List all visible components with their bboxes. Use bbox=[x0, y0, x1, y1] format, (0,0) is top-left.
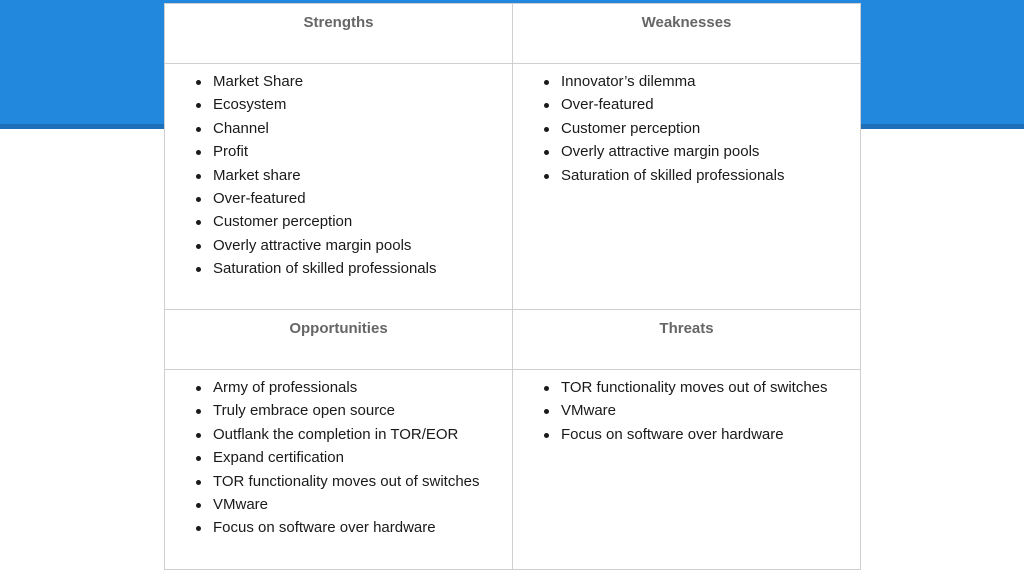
threats-cell bbox=[513, 370, 861, 570]
list-item: TOR functionality moves out of switches bbox=[193, 470, 512, 493]
list-item: Channel bbox=[193, 117, 512, 140]
table-row-top-lists bbox=[165, 64, 861, 310]
list-item: Ecosystem bbox=[193, 93, 512, 116]
opportunities-header-cell bbox=[165, 310, 513, 370]
list-item: Expand certification bbox=[193, 446, 512, 469]
list-item: Focus on software over hardware bbox=[541, 423, 860, 446]
strengths-title: Strengths bbox=[303, 14, 374, 31]
list-item: Profit bbox=[193, 140, 512, 163]
list-item: Overly attractive margin pools bbox=[193, 234, 512, 257]
opportunities-title: Opportunities bbox=[289, 320, 388, 337]
list-item: Market Share bbox=[193, 70, 512, 93]
list-item: Saturation of skilled professionals bbox=[193, 257, 512, 280]
weaknesses-header-cell bbox=[513, 4, 861, 64]
strengths-cell bbox=[165, 64, 513, 310]
table-row-bottom-headers bbox=[165, 310, 861, 370]
table-row-bottom-lists bbox=[165, 370, 861, 570]
weaknesses-list bbox=[513, 64, 860, 187]
list-item: Customer perception bbox=[193, 210, 512, 233]
weaknesses-cell bbox=[513, 64, 861, 310]
list-item: Focus on software over hardware bbox=[193, 516, 512, 539]
list-item: Customer perception bbox=[541, 117, 860, 140]
strengths-header-cell bbox=[165, 4, 513, 64]
list-item: Market share bbox=[193, 164, 512, 187]
strengths-list bbox=[165, 64, 512, 281]
swot-table bbox=[164, 3, 861, 570]
list-item: Saturation of skilled professionals bbox=[541, 164, 860, 187]
list-item: VMware bbox=[193, 493, 512, 516]
weaknesses-title: Weaknesses bbox=[641, 14, 732, 31]
threats-list bbox=[513, 370, 860, 446]
list-item: Army of professionals bbox=[193, 376, 512, 399]
list-item: VMware bbox=[541, 399, 860, 422]
list-item: Overly attractive margin pools bbox=[541, 140, 860, 163]
opportunities-list bbox=[165, 370, 512, 540]
list-item: TOR functionality moves out of switches bbox=[541, 376, 860, 399]
list-item: Over-featured bbox=[541, 93, 860, 116]
list-item: Over-featured bbox=[193, 187, 512, 210]
list-item: Innovator’s dilemma bbox=[541, 70, 860, 93]
threats-header-cell bbox=[513, 310, 861, 370]
threats-title: Threats bbox=[659, 320, 714, 337]
list-item: Truly embrace open source bbox=[193, 399, 512, 422]
opportunities-cell bbox=[165, 370, 513, 570]
table-row-top-headers bbox=[165, 4, 861, 64]
list-item: Outflank the completion in TOR/EOR bbox=[193, 423, 512, 446]
